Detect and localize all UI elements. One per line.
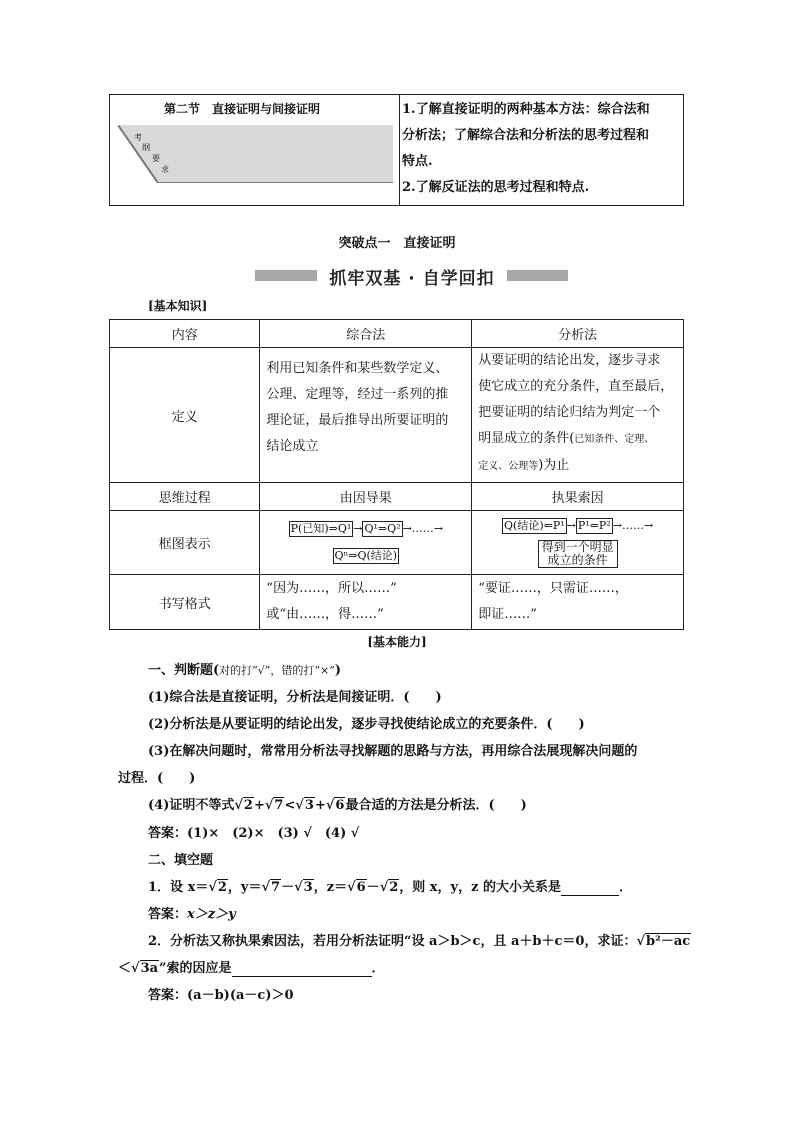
radicand: 6 — [356, 880, 366, 895]
text-span: ，z＝ — [313, 880, 348, 895]
judge-item-3-cont: 过程．( ) — [118, 771, 196, 786]
text-span: 2．分析法又称执果索因法，若用分析法证明“设 a＞b＞c，且 a＋b＋c＝0，求证： — [148, 934, 637, 949]
header-left-cell — [110, 95, 400, 205]
table-header: 内容 — [110, 320, 260, 348]
row-label: 定义 — [110, 348, 260, 483]
row-label: 框图表示 — [110, 511, 260, 575]
analysis-format — [472, 575, 684, 630]
text-span: (4)证明不等式 — [148, 798, 235, 813]
basic-knowledge-label: [基本知识] — [148, 299, 208, 313]
requirement-line: 1.了解直接证明的两种基本方法：综合法和 — [402, 102, 650, 117]
flow-arrow: →……→ — [402, 522, 443, 535]
requirement-char: 要 — [152, 154, 160, 163]
radicand: 2 — [217, 880, 227, 895]
requirement-line: 2.了解反证法的思考过程和特点. — [402, 180, 590, 195]
row-label: 思维过程 — [110, 483, 260, 511]
text-line: 使它成立的充分条件，直至最后， — [478, 379, 674, 394]
judge-item-1: (1)综合法是直接证明，分析法是间接证明．( ) — [148, 690, 442, 705]
radicand: 6 — [335, 798, 345, 813]
flow-box: Q¹⇒Q² — [364, 522, 401, 535]
text-line: 或“由……，得……” — [266, 607, 384, 622]
radicand: 3 — [304, 798, 314, 813]
text-span: ，则 x，y，z 的大小关系是 — [399, 880, 562, 895]
text-span: + — [253, 798, 265, 813]
table-row-definition — [110, 348, 684, 483]
radicand: b²－ac — [646, 934, 691, 949]
analysis-definition — [472, 348, 684, 483]
flow-box: Q(结论)⇐P¹ — [504, 518, 565, 532]
synthesis-format — [260, 575, 472, 630]
requirement-char: 求 — [161, 165, 169, 174]
header-box — [109, 94, 684, 206]
judge-answer: 答案：(1)× (2)× (3) √ (4) √ — [148, 826, 360, 841]
requirement-line: 分析法；了解综合法和分析法的思考过程和 — [402, 128, 650, 143]
text-span: 答案： — [148, 907, 188, 922]
text-span: < — [284, 798, 296, 813]
flow-box: Qⁿ⇒Q(结论) — [334, 549, 398, 562]
flow-arrow: →……→ — [612, 518, 654, 532]
synthesis-diagram — [260, 511, 472, 575]
row-label: 书写格式 — [110, 575, 260, 630]
text-span: － — [366, 880, 380, 895]
requirement-char: 考 — [134, 133, 142, 142]
table-header: 分析法 — [472, 320, 684, 348]
text-line: “要证……，只需证……， — [478, 581, 628, 596]
flow-box — [538, 540, 618, 568]
table-header-row — [110, 320, 684, 348]
text-span: ，y＝ — [227, 880, 262, 895]
text-line: 理论证，最后推导出所要证明的 — [266, 413, 449, 428]
radicand: 3 — [303, 880, 313, 895]
flow-arrow: → — [566, 518, 576, 532]
section-title: 第二节 直接证明与间接证明 — [164, 102, 321, 116]
text-span-small: 已知条件、定理、 — [574, 434, 655, 445]
text-line: 成立的条件 — [547, 552, 608, 567]
fill-question-1: 1．设 x＝√2，y＝√7－√3，z＝√6－√2，则 x，y，z 的大小关系是 ． — [148, 880, 633, 895]
text-line: 把要证明的结论归结为判定一个 — [478, 405, 661, 420]
answer-value: (a－b)(a－c)＞0 — [187, 988, 294, 1003]
text-span: )为止 — [538, 458, 570, 473]
radicand: 7 — [274, 798, 284, 813]
text-span: ． — [619, 880, 633, 895]
answer-value: x＞z＞y — [187, 907, 236, 922]
analysis-thinking: 执果索因 — [472, 483, 684, 511]
judge-item-2: (2)分析法是从要证明的结论出发，逐步寻找使结论成立的充要条件．( ) — [148, 717, 585, 732]
text-line — [478, 453, 677, 480]
answer-blank[interactable] — [561, 880, 619, 896]
text-span: ． — [371, 961, 385, 976]
flow-box: P¹⇐P² — [577, 518, 611, 532]
text-line: “因为……，所以……” — [266, 581, 397, 596]
study-banner — [255, 266, 568, 289]
answer-blank[interactable] — [232, 961, 372, 977]
comparison-table — [109, 319, 684, 630]
fill-question-2-cont: ＜√3a”索的因应是 ． — [118, 961, 385, 976]
text-line: 从要证明的结论出发，逐步寻求 — [478, 353, 661, 368]
requirement-line: 特点. — [402, 154, 433, 169]
judge-item-4: (4)证明不等式√2+√7<√3+√6最合适的方法是分析法．( ) — [148, 798, 527, 813]
text-span: 最合适的方法是分析法．( ) — [345, 798, 527, 813]
fill-question-2: 2．分析法又称执果索因法，若用分析法证明“设 a＞b＞c，且 a＋b＋c＝0，求证：√b²－ac — [148, 934, 691, 949]
requirements-text — [402, 97, 682, 201]
analysis-diagram — [472, 511, 684, 575]
flow-box: P(已知)⇒Q¹ — [290, 522, 352, 535]
text-line: 公理、定理等，经过一系列的推 — [266, 387, 449, 402]
text-line: 利用已知条件和某些数学定义、 — [266, 361, 449, 376]
synthesis-definition — [260, 348, 472, 483]
part2-heading: 二、填空题 — [148, 853, 214, 868]
fill-answer-1 — [148, 903, 236, 922]
text-line: 得到一个明显 — [541, 539, 614, 554]
table-row-format — [110, 575, 684, 630]
text-span: 一、判断题( — [148, 663, 220, 678]
basic-ability-label: [基本能力] — [367, 635, 427, 649]
table-header: 综合法 — [260, 320, 472, 348]
flow-arrow: → — [353, 522, 363, 535]
table-row-thinking — [110, 483, 684, 511]
text-span: 答案： — [148, 988, 188, 1003]
banner-text: 抓牢双基 · 自学回扣 — [317, 264, 507, 289]
text-span-small: 定义、公理等 — [478, 461, 539, 472]
text-span: + — [314, 798, 326, 813]
text-span: ＜ — [118, 961, 132, 976]
text-span: 1．设 x＝ — [148, 880, 209, 895]
text-span: ”索的因应是 — [159, 961, 232, 976]
text-span: － — [281, 880, 295, 895]
text-line — [478, 426, 677, 453]
text-span: ) — [334, 663, 342, 678]
text-line: 结论成立 — [266, 439, 319, 454]
text-line: 即证……” — [478, 607, 537, 622]
text-span: 明显成立的条件( — [478, 431, 575, 446]
fill-answer-2 — [148, 984, 294, 1003]
synthesis-thinking: 由因导果 — [260, 483, 472, 511]
text-span-small: 对的打“√”，错的打“×” — [219, 664, 335, 677]
part1-heading — [148, 659, 341, 678]
table-row-diagram — [110, 511, 684, 575]
radicand: 3a — [140, 961, 159, 976]
breakthrough-heading: 突破点一 直接证明 — [338, 236, 456, 251]
requirement-char: 纲 — [142, 143, 150, 152]
radicand: 7 — [271, 880, 281, 895]
radicand: 2 — [389, 880, 399, 895]
radicand: 2 — [243, 798, 253, 813]
judge-item-3: (3)在解决问题时，常常用分析法寻找解题的思路与方法，再用综合法展现解决问题的 — [148, 744, 638, 759]
